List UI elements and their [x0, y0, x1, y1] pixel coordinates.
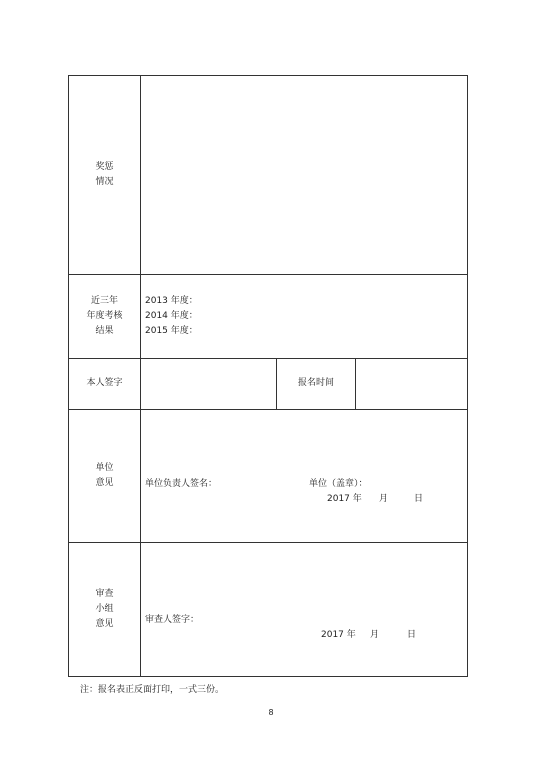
review-date-day: 日	[407, 630, 417, 640]
awards-label-line2: 情况	[95, 177, 114, 187]
review-opinion-label	[69, 542, 140, 676]
unit-opinion-label-line1: 单位	[95, 462, 114, 473]
reviewer-signature-label: 审查人签字：	[145, 615, 200, 625]
appraisal-label	[69, 274, 140, 358]
awards-content-cell[interactable]	[141, 76, 467, 274]
page-number: 8	[268, 708, 274, 717]
review-date-year: 2017 年	[321, 630, 356, 640]
appraisal-label-line3: 结果	[95, 325, 114, 336]
registration-time-label	[277, 358, 355, 409]
review-opinion-content-cell[interactable]	[141, 542, 467, 676]
appraisal-label-line2: 年度考核	[86, 310, 123, 321]
review-opinion-label-line1: 审查	[95, 588, 114, 599]
registration-form-table	[68, 75, 468, 677]
unit-date-year: 2017 年	[327, 494, 362, 504]
self-signature-label-text: 本人签字	[86, 378, 123, 388]
appraisal-entry-2014: 2014 年度：	[145, 310, 198, 321]
awards-label-line1: 奖惩	[95, 162, 114, 172]
unit-opinion-label-line2: 意见	[95, 477, 114, 488]
appraisal-entry-2013: 2013 年度：	[145, 295, 198, 306]
review-opinion-label-line3: 意见	[95, 618, 114, 629]
review-opinion-label-line2: 小组	[95, 603, 114, 614]
unit-date-day: 日	[414, 494, 424, 504]
unit-opinion-label	[69, 409, 140, 542]
self-signature-label	[69, 358, 140, 409]
appraisal-entry-2015: 2015 年度：	[145, 325, 198, 336]
unit-opinion-content-cell[interactable]	[141, 409, 467, 542]
print-note: 注：报名表正反面打印，一式三份。	[80, 685, 225, 695]
unit-stamp-label: 单位（盖章）：	[309, 479, 368, 489]
awards-label	[69, 76, 140, 274]
unit-leader-signature-label: 单位负责人签名：	[145, 479, 218, 489]
appraisal-content-cell[interactable]	[141, 274, 471, 358]
self-signature-field[interactable]	[141, 358, 276, 409]
appraisal-label-line1: 近三年	[90, 295, 118, 306]
registration-time-label-text: 报名时间	[297, 378, 334, 388]
review-date-month: 月	[370, 630, 380, 640]
registration-time-field[interactable]	[356, 358, 467, 409]
unit-date-month: 月	[379, 494, 389, 504]
